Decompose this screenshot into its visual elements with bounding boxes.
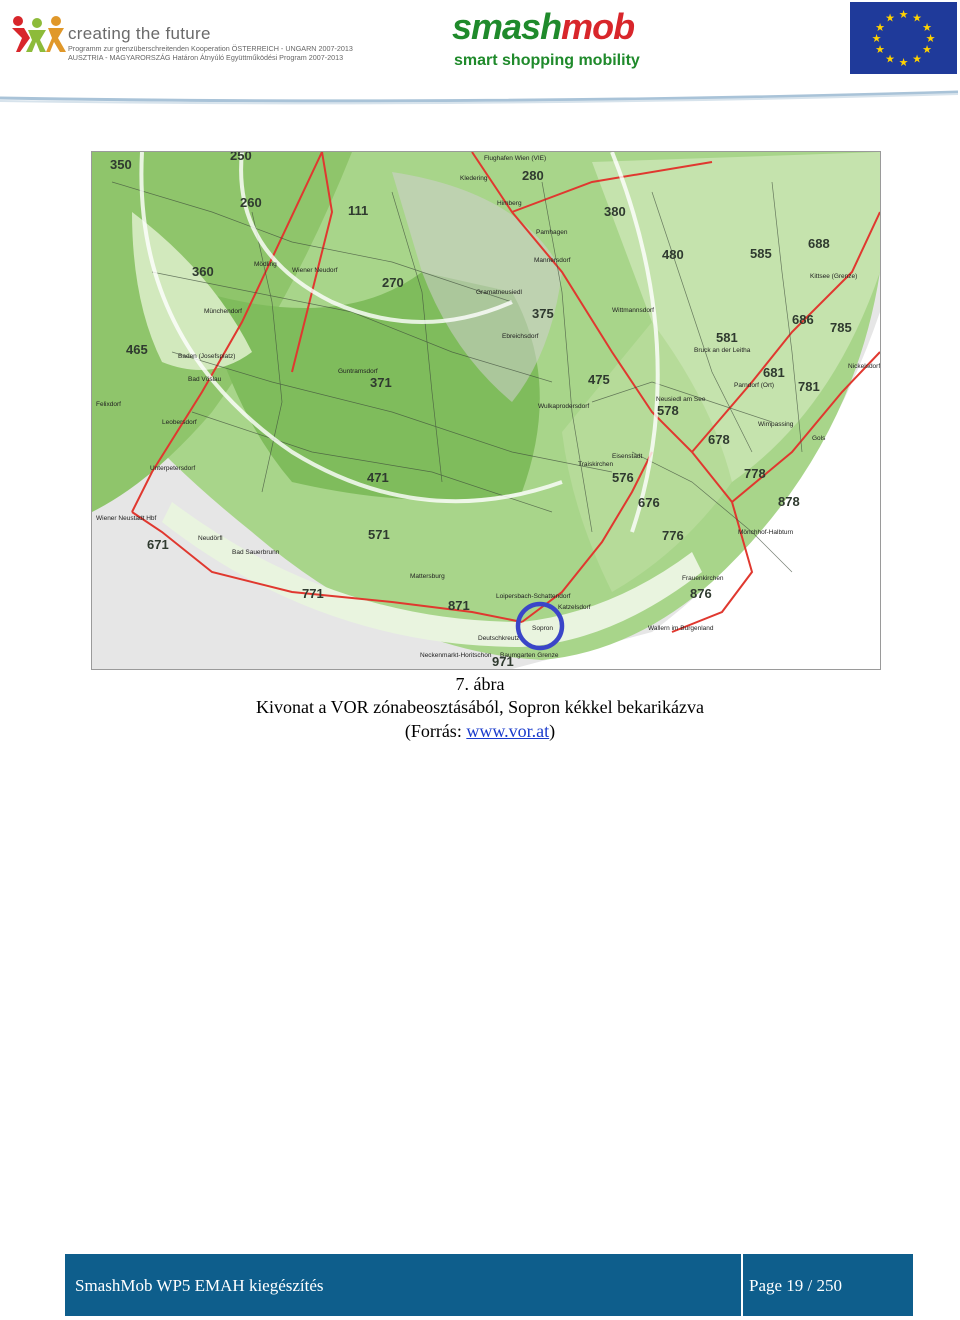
zone-map-graphic — [92, 152, 880, 669]
svg-text:★: ★ — [871, 32, 882, 45]
place-label: Wiener Neustadt Hbf — [96, 515, 157, 522]
zone-label: 250 — [230, 152, 252, 163]
svg-text:★: ★ — [925, 32, 936, 45]
place-label: Parndorf (Ort) — [734, 382, 775, 389]
zone-label: 878 — [778, 494, 800, 509]
zone-label: 350 — [110, 157, 132, 172]
zone-label: 380 — [604, 204, 626, 219]
svg-text:★: ★ — [922, 43, 932, 56]
place-label: Gols — [812, 435, 826, 442]
place-label: Flughafen Wien (VIE) — [484, 155, 547, 162]
place-label: Bad Vöslau — [188, 376, 222, 383]
header-swoosh — [0, 84, 960, 108]
svg-text:★: ★ — [885, 52, 895, 66]
svg-text:★: ★ — [898, 8, 909, 21]
zone-label: 571 — [368, 527, 390, 542]
place-label: Wittmannsdorf — [612, 307, 654, 314]
zone-label: 270 — [382, 275, 404, 290]
place-label: Loipersbach-Schattendorf — [496, 593, 571, 600]
place-label: Mödling — [254, 261, 277, 268]
place-label: Bad Sauerbrunn — [232, 549, 280, 556]
place-label: Baden (Josefsplatz) — [178, 353, 236, 360]
place-label: Kittsee (Grenze) — [810, 273, 858, 280]
place-label: Ebreichsdorf — [502, 333, 539, 340]
place-label: Unterpetersdorf — [150, 465, 196, 472]
svg-text:★: ★ — [912, 52, 922, 66]
place-label: Deutschkreutz — [478, 635, 520, 642]
zone-label: 778 — [744, 466, 766, 481]
place-label: Mönchhof-Halbturn — [738, 529, 794, 536]
figure-number: 7. ábra — [455, 674, 505, 694]
zone-label: 280 — [522, 168, 544, 183]
zone-label: 871 — [448, 598, 470, 613]
zone-label: 681 — [763, 365, 785, 380]
zone-label: 475 — [588, 372, 610, 387]
place-label: Eisenstadt — [612, 453, 643, 460]
page-footer — [65, 1254, 913, 1316]
smashmob-tagline: smart shopping mobility — [454, 52, 640, 69]
source-suffix: ) — [549, 721, 556, 741]
place-label: Leobersdorf — [162, 419, 197, 426]
zone-label: 585 — [750, 246, 772, 261]
place-label: Sopron — [532, 625, 553, 632]
footer-divider — [741, 1254, 743, 1316]
source-link[interactable]: www.vor.at — [466, 721, 550, 741]
svg-text:★: ★ — [898, 56, 909, 69]
zone-label: 578 — [657, 403, 679, 418]
zone-label: 371 — [370, 375, 392, 390]
svg-text:★: ★ — [875, 21, 885, 34]
place-label: Baumgarten Grenze — [500, 652, 559, 659]
zone-label: 776 — [662, 528, 684, 543]
zone-label: 375 — [532, 306, 554, 321]
footer-page-number: Page 19 / 250 — [749, 1276, 843, 1295]
svg-text:★: ★ — [875, 43, 885, 56]
place-label: Traiskirchen — [578, 461, 614, 468]
smashmob-logo — [452, 6, 667, 76]
zone-label: 785 — [830, 320, 852, 335]
creating-the-future-logo — [10, 12, 353, 64]
smashmob-wordmark — [452, 6, 634, 48]
zone-label: 576 — [612, 470, 634, 485]
place-label: Katzelsdorf — [558, 604, 591, 611]
zone-label: 671 — [147, 537, 169, 552]
zone-label: 771 — [302, 586, 324, 601]
place-label: Neudörfl — [198, 535, 223, 542]
place-label: Wiener Neudorf — [292, 267, 338, 274]
figure-source — [0, 721, 960, 742]
place-label: Bruck an der Leitha — [694, 347, 751, 354]
place-label: Gramatneusiedl — [476, 289, 522, 296]
svg-text:★: ★ — [885, 11, 895, 25]
logo-title: creating the future — [68, 24, 211, 43]
place-label: Neusiedl am See — [656, 396, 706, 403]
zone-label: 360 — [192, 264, 214, 279]
footer-document-title: SmashMob WP5 EMAH kiegészítés — [75, 1276, 324, 1295]
zone-label: 781 — [798, 379, 820, 394]
place-label: Pamhagen — [536, 229, 568, 236]
place-label: Mattersburg — [410, 573, 445, 580]
place-label: Felixdorf — [96, 401, 121, 408]
zone-label: 676 — [638, 495, 660, 510]
zone-label: 465 — [126, 342, 148, 357]
place-label: Wallern im Burgenland — [648, 625, 714, 632]
svg-text:★: ★ — [922, 21, 932, 34]
zone-label: 471 — [367, 470, 389, 485]
source-prefix: (Forrás: — [404, 721, 467, 741]
zone-label: 260 — [240, 195, 262, 210]
zone-label: 686 — [792, 312, 814, 327]
zone-label: 678 — [708, 432, 730, 447]
logo-subtitle-de: Programm zur grenzüberschreitenden Kooperation ÖSTERREICH - UNGARN 2007-2013 — [68, 44, 353, 53]
place-label: Frauenkirchen — [682, 575, 724, 582]
place-label: Nickelsdorf — [848, 363, 880, 370]
place-label: Guntramsdorf — [338, 368, 378, 375]
zone-label: 581 — [716, 330, 738, 345]
zone-label: 688 — [808, 236, 830, 251]
place-label: Wulkaprodersdorf — [538, 403, 590, 410]
place-label: Himberg — [497, 200, 522, 207]
wordmark-smash: smash — [452, 6, 562, 47]
place-label: Wimpassing — [758, 421, 794, 428]
svg-text:★: ★ — [912, 11, 922, 25]
zone-label: 971 — [492, 654, 514, 669]
eu-stars-icon — [850, 2, 957, 74]
figure-caption: Kivonat a VOR zónabeosztásából, Sopron kékkel bekarikázva — [255, 697, 705, 717]
zone-label: 876 — [690, 586, 712, 601]
people-figures-icon — [10, 14, 68, 54]
place-label: Kledering — [460, 175, 488, 182]
vor-zone-map — [91, 151, 881, 670]
wordmark-mob: mob — [561, 6, 635, 47]
place-label: Neckenmarkt-Horitschon — [420, 652, 492, 659]
logo-subtitle-hu: AUSZTRIA - MAGYARORSZÁG Határon Átnyúló Együttműködési Program 2007-2013 — [68, 53, 344, 62]
place-label: Münchendorf — [204, 308, 242, 315]
place-label: Mannersdorf — [534, 257, 571, 264]
zone-label: 111 — [348, 203, 369, 218]
zone-label: 480 — [662, 247, 684, 262]
eu-flag-icon — [850, 2, 957, 74]
